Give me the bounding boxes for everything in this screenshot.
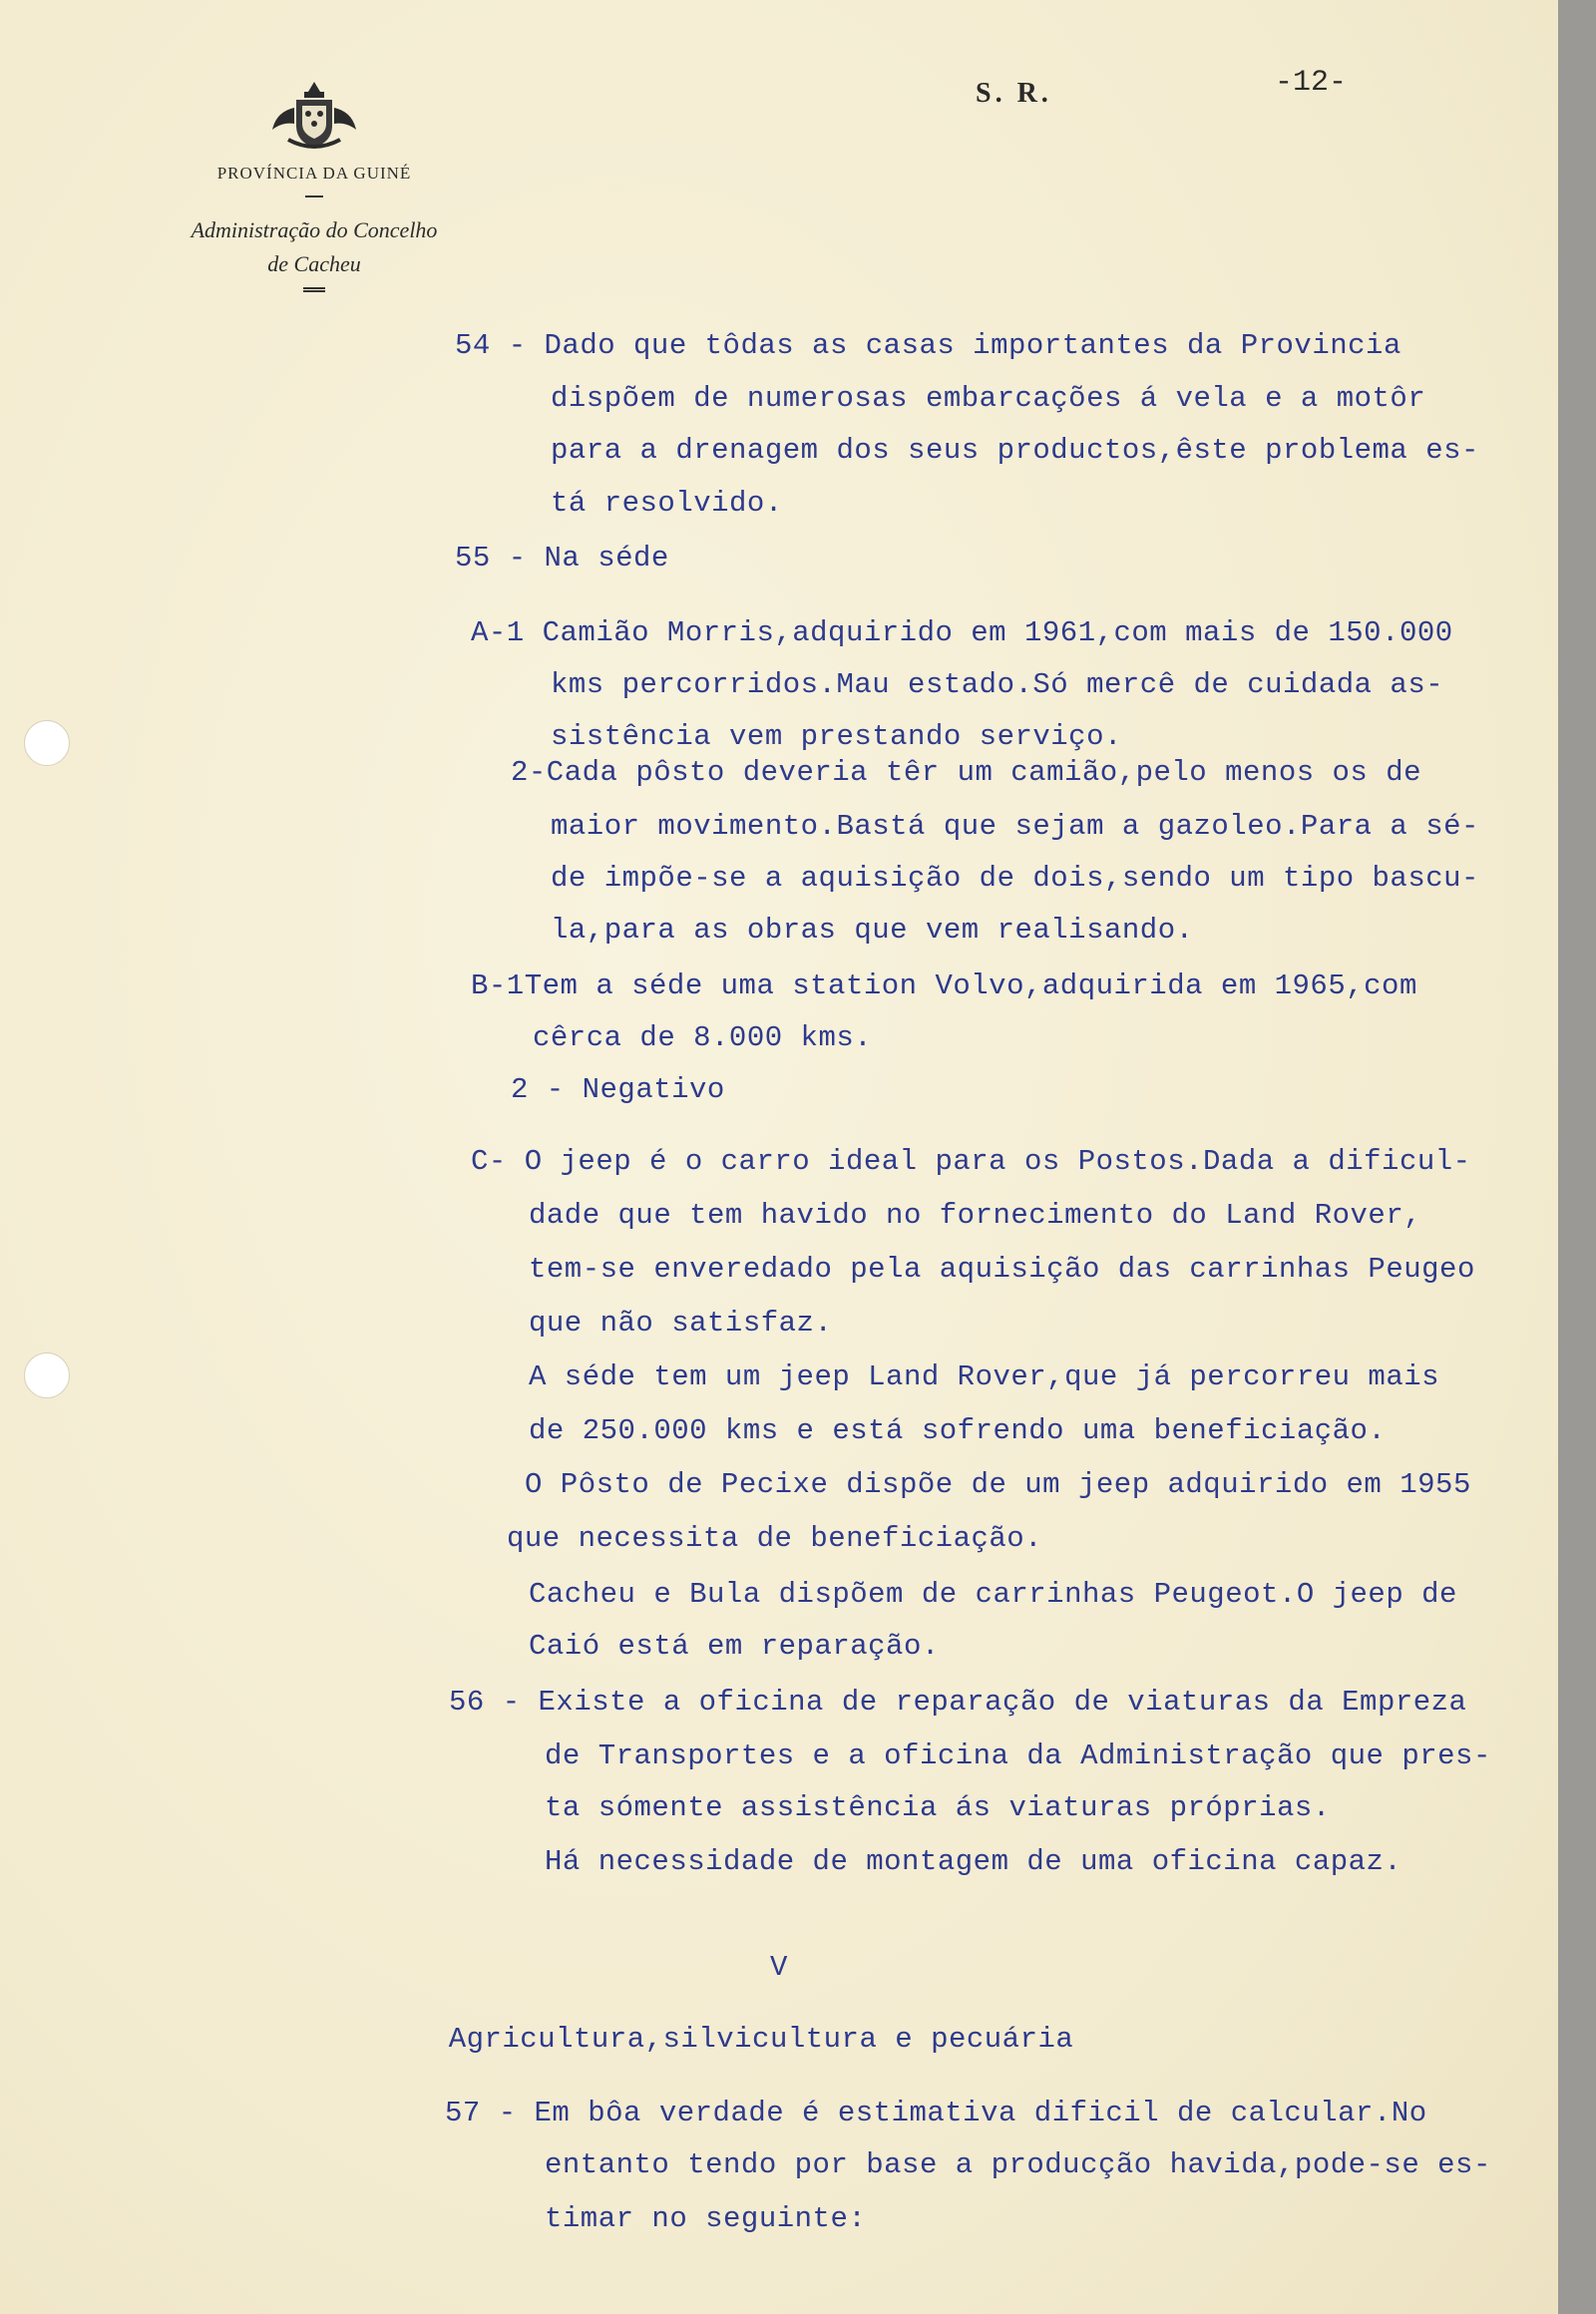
text-line: 56 - Existe a oficina de reparação de viaturas da Empreza xyxy=(449,1686,1467,1719)
text-line: para a drenagem dos seus productos,êste problema es- xyxy=(551,434,1479,467)
classification-mark: S. R. xyxy=(976,78,1052,109)
text-line: O Pôsto de Pecixe dispõe de um jeep adquirido em 1955 xyxy=(525,1468,1471,1501)
text-line: Cacheu e Bula dispõem de carrinhas Peugeot.O jeep de xyxy=(529,1578,1457,1611)
text-line: C- O jeep é o carro ideal para os Postos.Dada a dificul- xyxy=(471,1145,1471,1178)
text-line: entanto tendo por base a producção havida,pode-se es- xyxy=(545,2148,1491,2181)
section-number: V xyxy=(770,1951,788,1984)
text-line: que não satisfaz. xyxy=(529,1307,833,1340)
text-line: de Transportes e a oficina da Administração que pres- xyxy=(545,1739,1491,1772)
text-line: de 250.000 kms e está sofrendo uma beneficiação. xyxy=(529,1414,1387,1447)
text-line: que necessita de beneficiação. xyxy=(507,1522,1043,1555)
administration-line-2: de Cacheu xyxy=(267,251,361,276)
text-line: Há necessidade de montagem de uma oficina capaz. xyxy=(545,1845,1402,1878)
text-line: Caió está em reparação. xyxy=(529,1630,940,1663)
text-line: dispõem de numerosas embarcações á vela e a motôr xyxy=(551,382,1426,415)
text-line: tem-se enveredado pela aquisição das carrinhas Peugeo xyxy=(529,1253,1475,1286)
page-number: -12- xyxy=(1275,66,1348,100)
text-line: 2 - Negativo xyxy=(511,1073,725,1106)
text-line: cêrca de 8.000 kms. xyxy=(533,1021,873,1054)
punch-hole xyxy=(24,720,70,766)
text-line: B-1Tem a séde uma station Volvo,adquirida em 1965,com xyxy=(471,969,1417,1002)
punch-hole xyxy=(24,1352,70,1398)
coat-of-arms-icon xyxy=(266,78,362,158)
text-line: A séde tem um jeep Land Rover,que já percorreu mais xyxy=(529,1360,1440,1393)
text-line: A-1 Camião Morris,adquirido em 1961,com mais de 150.000 xyxy=(471,616,1453,649)
text-line: maior movimento.Bastá que sejam a gazoleo.Para a sé- xyxy=(551,810,1479,843)
text-line: 2-Cada pôsto deveria têr um camião,pelo menos os de xyxy=(511,756,1422,789)
text-line: ta sómente assistência ás viaturas próprias. xyxy=(545,1791,1331,1824)
text-line: tá resolvido. xyxy=(551,487,783,520)
section-title: Agricultura,silvicultura e pecuária xyxy=(448,2023,1074,2056)
text-line: 54 - Dado que tôdas as casas importantes da Provincia xyxy=(455,329,1401,362)
letterhead xyxy=(150,78,479,292)
text-line: 57 - Em bôa verdade é estimativa dificil de calcular.No xyxy=(445,2097,1427,2129)
text-line: dade que tem havido no fornecimento do Land Rover, xyxy=(529,1199,1422,1232)
province-name: PROVÍNCIA DA GUINÉ xyxy=(216,164,412,183)
text-line: de impõe-se a aquisição de dois,sendo um tipo bascu- xyxy=(551,862,1479,895)
text-line: sistência vem prestando serviço. xyxy=(551,720,1122,753)
text-line: la,para as obras que vem realisando. xyxy=(551,914,1194,947)
text-line: 55 - Na séde xyxy=(455,542,669,575)
administration-line-1: Administração do Concelho xyxy=(191,217,438,242)
text-line: timar no seguinte: xyxy=(545,2202,867,2235)
divider xyxy=(303,287,325,292)
divider xyxy=(305,195,323,197)
scan-background xyxy=(1558,0,1596,2314)
text-line: kms percorridos.Mau estado.Só mercê de cuidada as- xyxy=(551,668,1444,701)
